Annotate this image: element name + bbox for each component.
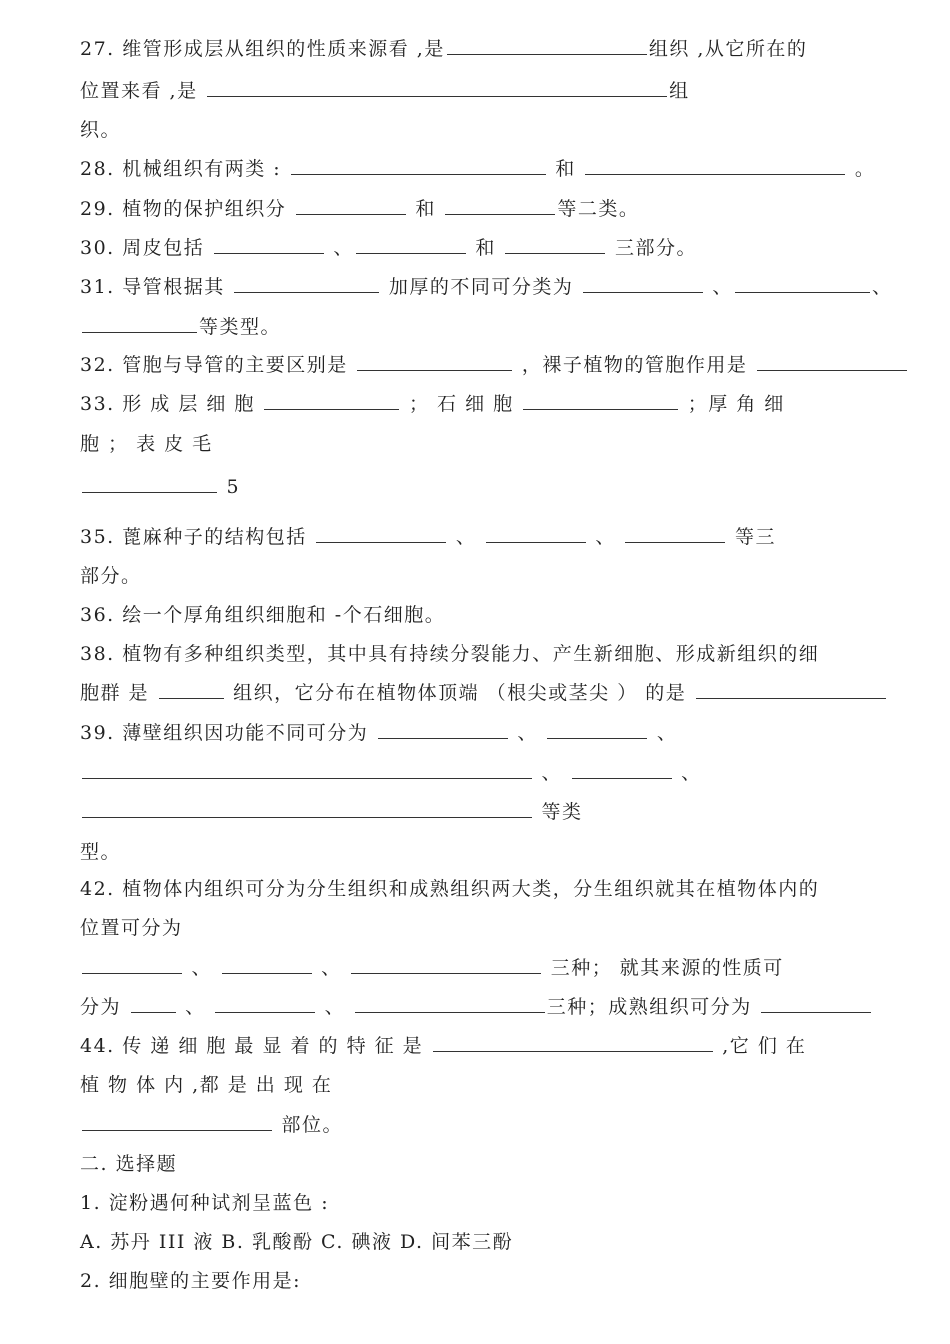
text-segment: 、 — [313, 957, 350, 979]
fill-in-blank[interactable] — [696, 680, 886, 699]
text-line — [80, 915, 183, 941]
text-segment: 36. 绘一个厚角组织细胞和 -个石细胞。 — [80, 604, 446, 626]
text-segment: 、 — [317, 996, 353, 1018]
text-segment: 和 — [467, 237, 504, 259]
text-line — [80, 196, 639, 222]
fill-in-blank[interactable] — [82, 955, 182, 974]
fill-in-blank[interactable] — [523, 391, 678, 410]
fill-in-blank[interactable] — [215, 994, 315, 1013]
text-segment: 等三 — [727, 526, 777, 548]
fill-in-blank[interactable] — [82, 314, 197, 333]
text-segment: 分为 — [80, 996, 129, 1018]
text-segment: 5 — [219, 476, 241, 498]
fill-in-blank[interactable] — [486, 524, 586, 543]
fill-in-blank[interactable] — [296, 196, 406, 215]
text-line — [80, 1229, 513, 1255]
fill-in-blank[interactable] — [222, 955, 312, 974]
text-segment: 、 — [177, 996, 214, 1018]
text-segment: 等类 — [534, 801, 583, 823]
fill-in-blank[interactable] — [351, 955, 541, 974]
text-line — [80, 839, 121, 865]
fill-in-blank[interactable] — [82, 1112, 272, 1131]
text-line — [80, 235, 697, 261]
fill-in-blank[interactable] — [583, 274, 703, 293]
text-segment: 等二类。 — [557, 198, 640, 220]
text-segment: 植 物 体 内 ,都 是 出 现 在 — [80, 1074, 333, 1096]
fill-in-blank[interactable] — [355, 994, 545, 1013]
text-line — [80, 876, 819, 902]
text-line — [80, 1072, 332, 1098]
text-line — [80, 156, 875, 182]
text-line — [80, 274, 892, 300]
text-segment: 42. 植物体内组织可分为分生组织和成熟组织两大类，分生组织就其在植物体内的 — [80, 878, 820, 900]
text-line — [80, 431, 213, 457]
text-segment: 组织，它分布在植物体顶端 （根尖或茎尖 ） 的是 — [225, 682, 694, 704]
text-line — [80, 760, 702, 786]
text-segment: 2. 细胞壁的主要作用是: — [80, 1270, 302, 1292]
text-segment: 部分。 — [80, 565, 142, 587]
fill-in-blank[interactable] — [572, 760, 672, 779]
fill-in-blank[interactable] — [757, 352, 907, 371]
fill-in-blank[interactable] — [234, 274, 379, 293]
text-segment: 三种；成熟组织可分为 — [546, 996, 760, 1018]
text-line — [80, 1112, 343, 1138]
text-segment: 三种； 就其来源的性质可 — [543, 957, 784, 979]
text-line — [80, 1190, 329, 1216]
text-segment: ；厚 角 细 — [680, 393, 785, 415]
text-line — [80, 36, 807, 62]
fill-in-blank[interactable] — [445, 196, 555, 215]
text-segment: 位置可分为 — [80, 917, 183, 939]
fill-in-blank[interactable] — [82, 799, 532, 818]
text-line — [80, 602, 445, 628]
text-segment: ,它 们 在 — [714, 1035, 807, 1057]
text-segment: 部位。 — [274, 1114, 344, 1136]
text-line — [80, 314, 281, 340]
text-segment: ，裸子植物的管胞作用是 — [514, 354, 755, 376]
fill-in-blank[interactable] — [447, 36, 647, 55]
text-segment: 和 — [407, 198, 444, 220]
fill-in-blank[interactable] — [433, 1033, 713, 1052]
text-segment: 27. 维管形成层从组织的性质来源看 ,是 — [80, 38, 445, 60]
text-segment: 28. 机械组织有两类 : — [80, 158, 289, 180]
text-segment: 、 — [325, 237, 354, 259]
text-segment: 、 — [448, 526, 484, 548]
text-segment: 胞群 是 — [80, 682, 157, 704]
fill-in-blank[interactable] — [82, 474, 217, 493]
text-line — [80, 1151, 177, 1177]
text-line — [80, 1033, 806, 1059]
text-segment: 组 — [669, 80, 690, 102]
fill-in-blank[interactable] — [505, 235, 605, 254]
text-segment: 织。 — [80, 119, 122, 141]
text-segment: 35. 蓖麻种子的结构包括 — [80, 526, 315, 548]
text-segment: 31. 导管根据其 — [80, 276, 233, 298]
text-segment: 30. 周皮包括 — [80, 237, 212, 259]
fill-in-blank[interactable] — [214, 235, 324, 254]
text-segment: 33. 形 成 层 细 胞 — [80, 393, 263, 415]
text-segment: 位置来看 ,是 — [80, 80, 206, 102]
text-line — [80, 1268, 301, 1294]
text-line — [80, 720, 677, 746]
text-segment: 、 — [704, 276, 733, 298]
text-segment: 和 — [547, 158, 584, 180]
text-segment: 、 — [534, 762, 570, 784]
text-segment: 等类型。 — [199, 316, 282, 338]
fill-in-blank[interactable] — [357, 352, 512, 371]
fill-in-blank[interactable] — [131, 994, 176, 1013]
text-line — [80, 994, 873, 1020]
text-segment: ； 石 细 胞 — [401, 393, 522, 415]
fill-in-blank[interactable] — [207, 78, 667, 97]
text-segment: 1. 淀粉遇何种试剂呈蓝色 : — [80, 1192, 330, 1214]
text-line — [80, 117, 121, 143]
text-segment: 组织 ,从它所在的 — [648, 38, 808, 60]
text-segment: 加厚的不同可分类为 — [381, 276, 581, 298]
fill-in-blank[interactable] — [316, 524, 446, 543]
text-segment: 。 — [847, 158, 876, 180]
text-segment: 29. 植物的保护组织分 — [80, 198, 294, 220]
text-segment: 44. 传 递 细 胞 最 显 着 的 特 征 是 — [80, 1035, 431, 1057]
text-segment: 、 — [184, 957, 220, 979]
text-segment: 二. 选择题 — [80, 1153, 178, 1175]
text-line — [80, 799, 583, 825]
text-segment: 胞 ； 表 皮 毛 — [80, 433, 213, 455]
fill-in-blank[interactable] — [735, 274, 870, 293]
text-segment: 32. 管胞与导管的主要区别是 — [80, 354, 356, 376]
text-line — [80, 78, 690, 104]
text-segment: 39. 薄壁组织因功能不同可分为 — [80, 722, 376, 744]
text-segment: A. 苏丹 III 液 B. 乳酸酚 C. 碘液 D. 间苯三酚 — [80, 1231, 514, 1253]
fill-in-blank[interactable] — [159, 680, 224, 699]
text-line — [80, 474, 240, 500]
fill-in-blank[interactable] — [585, 156, 845, 175]
text-line — [80, 524, 776, 550]
fill-in-blank[interactable] — [82, 760, 532, 779]
fill-in-blank[interactable] — [378, 720, 508, 739]
text-line — [80, 563, 142, 589]
fill-in-blank[interactable] — [356, 235, 466, 254]
text-segment: 型。 — [80, 841, 122, 863]
text-segment: 、 — [871, 276, 893, 298]
text-segment: 38. 植物有多种组织类型，其中具有持续分裂能力、产生新细胞、形成新组织的细 — [80, 643, 820, 665]
text-segment: 、 — [649, 722, 678, 744]
text-line — [80, 955, 784, 981]
text-segment: 、 — [587, 526, 624, 548]
text-line — [80, 680, 888, 706]
text-segment: 、 — [673, 762, 702, 784]
text-segment: 、 — [509, 722, 546, 744]
fill-in-blank[interactable] — [264, 391, 399, 410]
text-line — [80, 391, 785, 417]
fill-in-blank[interactable] — [625, 524, 725, 543]
fill-in-blank[interactable] — [547, 720, 647, 739]
fill-in-blank[interactable] — [761, 994, 871, 1013]
fill-in-blank[interactable] — [291, 156, 546, 175]
text-line — [80, 641, 819, 667]
text-line — [80, 352, 909, 378]
text-segment: 三部分。 — [607, 237, 697, 259]
